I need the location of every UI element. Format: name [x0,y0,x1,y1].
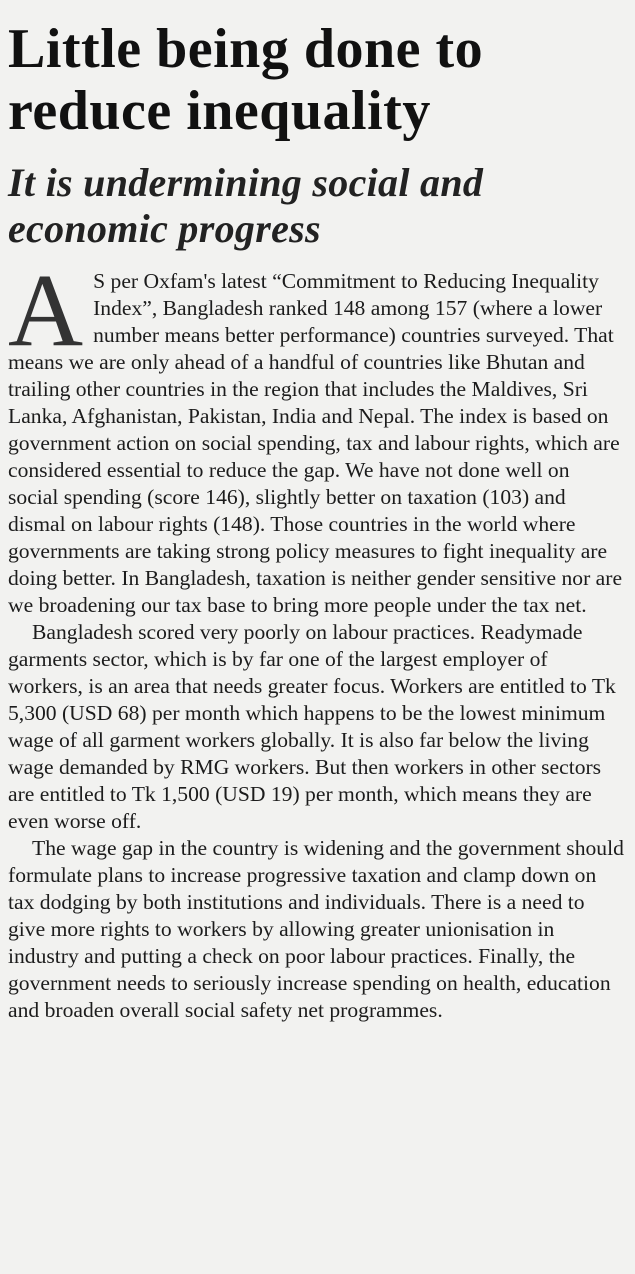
headline: Little being done to reduce inequality [8,18,484,142]
paragraph-2: Bangladesh scored very poorly on labour practices. Readymade garments sector, which is by far one of the largest employer of workers, is an area that needs greater focus. Workers are entitled to Tk 5,300 (USD 68) per month which happens to be the lowest minimum wage of all garment workers globally. It is also far below the living wage demanded by RMG workers. But then workers in other sectors are entitled to Tk 1,500 (USD 19) per month, which means they are even worse off. [8,620,616,833]
drop-cap: A [8,253,84,368]
paragraph-1 [8,253,625,619]
article-body [8,253,625,1024]
deck-subheadline: It is undermining social and economic progress [8,160,484,251]
paragraph-3: The wage gap in the country is widening and the government should formulate plans to increase progressive taxation and clamp down on tax dodging by both institutions and individuals. There is a need to give more rights to workers by allowing greater unionisation in industry and putting a check on poor labour practices. Finally, the government needs to seriously increase spending on health, education and broaden overall social safety net programmes. [8,836,624,1022]
paragraph-1-text: S per Oxfam's latest “Commitment to Reducing Inequality Index”, Bangladesh ranked 148 among 157 (where a lower number means better performance) countries surveyed. That means we are only ahead of a handful of countries like Bhutan and trailing other countries in the region that includes the Maldives, Sri Lanka, Afghanistan, Pakistan, India and Nepal. The index is based on government action on social spending, tax and labour rights, which are considered essential to reduce the gap. We have not done well on social spending (score 146), slightly better on taxation (103) and dismal on labour rights (148). Those countries in the world where governments are taking strong policy measures to fight inequality are doing better. In Bangladesh, taxation is neither gender sensitive nor are we broadening our tax base to bring more people under the tax net. [8,269,623,617]
